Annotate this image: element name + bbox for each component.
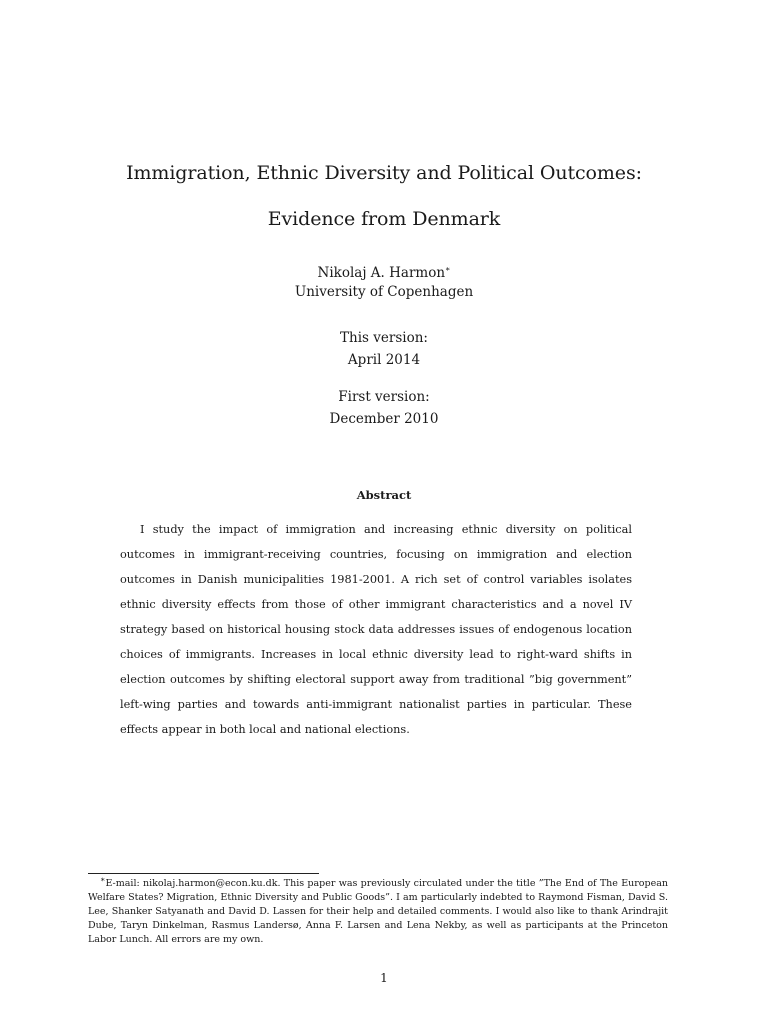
paper-title-line-2: Evidence from Denmark	[267, 208, 501, 230]
author-line	[0, 264, 768, 282]
abstract-body: I study the impact of immigration and increasing ethnic diversity on political outcomes in immigrant-receiving countries, focusing on immigration and election outcomes in Danish municipalities 1981-2001. A rich set of control variables isolates ethnic diversity effects from those of other immigrant characteristics and a novel IV strategy based on historical housing stock data addresses issues of endogenous location choices of immigrants. Increases in local ethnic diversity lead to right-ward shifts in election outcomes by shifting electoral support away from traditional ”big government” left-wing parties and towards anti-immigrant nationalist parties in particular. These effects appear in both local and national elections.	[120, 523, 632, 736]
first-version-label: First version:	[338, 389, 430, 405]
footnote-marker: ∗	[100, 874, 106, 884]
this-version-label: This version:	[340, 330, 428, 346]
this-version-date: April 2014	[347, 352, 421, 368]
author-name: Nikolaj A. Harmon	[317, 265, 446, 281]
footnote	[88, 874, 668, 947]
author-affiliation: University of Copenhagen	[294, 284, 474, 300]
paper-title-line-1: Immigration, Ethnic Diversity and Political Outcomes:	[126, 162, 642, 184]
abstract-heading: Abstract	[356, 488, 412, 502]
footnote-text: E-mail: nikolaj.harmon@econ.ku.dk. This paper was previously circulated under the title ”The End of The European Welfare States? Migration, Ethnic Diversity and Public Goods”. I am particularly indebted to Raymond Fisman, David S. Lee, Shanker Satyanath and David D. Lassen for their help and detailed comments. I would also like to thank Arindrajit Dube, Taryn Dinkelman, Rasmus Landersø, Anna F. Larsen and Lena Nekby, as well as participants at the Princeton Labor Lunch. All errors are my own.	[88, 878, 668, 945]
page-number: 1	[380, 971, 388, 985]
footnote-divider	[88, 873, 319, 874]
first-version-date: December 2010	[329, 411, 439, 427]
author-footnote-marker: ∗	[445, 264, 451, 274]
